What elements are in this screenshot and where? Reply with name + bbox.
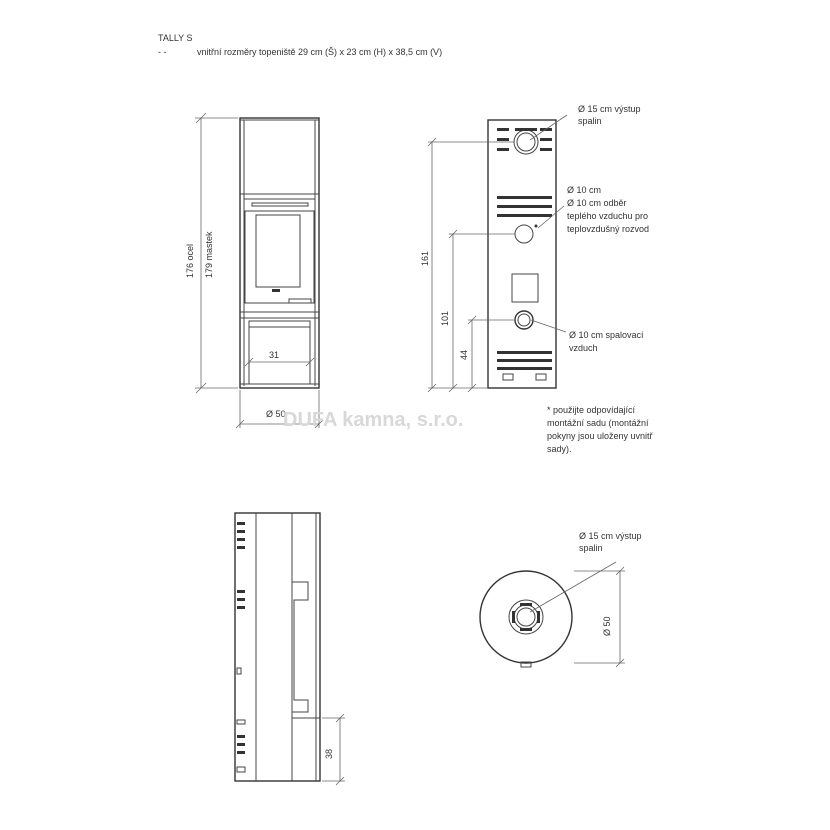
top-view — [480, 571, 572, 667]
rear-flue-label-2: spalin — [578, 116, 602, 126]
combustion-air-label-1: Ø 10 cm spalovací — [569, 330, 644, 340]
dim-38-label: 38 — [324, 748, 334, 759]
hot-air-label-4: teplovzdušný rozvod — [567, 224, 650, 234]
height-steel-label: 176 ocel — [185, 243, 195, 278]
front-diameter-label: Ø 50 — [266, 409, 286, 419]
hot-air-label-1: Ø 10 cm — [567, 185, 602, 195]
dim-101-label: 101 — [440, 310, 450, 326]
note-line-1: * použijte odpovídající — [547, 405, 636, 415]
header-dash: - - — [158, 47, 167, 57]
firebox-spec: vnitřní rozměry topeniště 29 cm (Š) x 23 cm (H) x 38,5 cm (V) — [197, 47, 443, 57]
rear-view — [488, 120, 556, 388]
rear-flue-label-1: Ø 15 cm výstup — [578, 104, 641, 114]
hot-air-label-2: Ø 10 cm odběr — [567, 198, 627, 208]
top-flue-label-1: Ø 15 cm výstup — [579, 531, 642, 541]
watermark: DUFA kamna, s.r.o. — [283, 409, 464, 431]
note-line-3: pokyny jsou uloženy uvnitř — [547, 431, 653, 441]
front-height-dimension — [195, 113, 238, 393]
hot-air-label-3: teplého vzduchu pro — [567, 211, 649, 221]
inner-width-dimension — [245, 358, 314, 366]
dim-44-label: 44 — [459, 349, 469, 360]
height-soapstone-label: 179 mastek — [204, 231, 214, 278]
note-line-4: sady). — [547, 444, 572, 454]
top-flue-label-2: spalin — [579, 543, 603, 553]
inner-width-label: 31 — [269, 350, 280, 360]
model-title: TALLY S — [158, 33, 193, 43]
dim-161-label: 161 — [420, 250, 430, 266]
side-view — [235, 513, 320, 781]
front-view — [240, 118, 319, 388]
combustion-air-label-2: vzduch — [569, 343, 598, 353]
top-diameter-dimension — [530, 562, 625, 667]
top-diameter-label: Ø 50 — [602, 616, 612, 636]
note-line-2: montážní sadu (montážní — [547, 418, 649, 428]
rear-leader-lines — [530, 115, 567, 332]
